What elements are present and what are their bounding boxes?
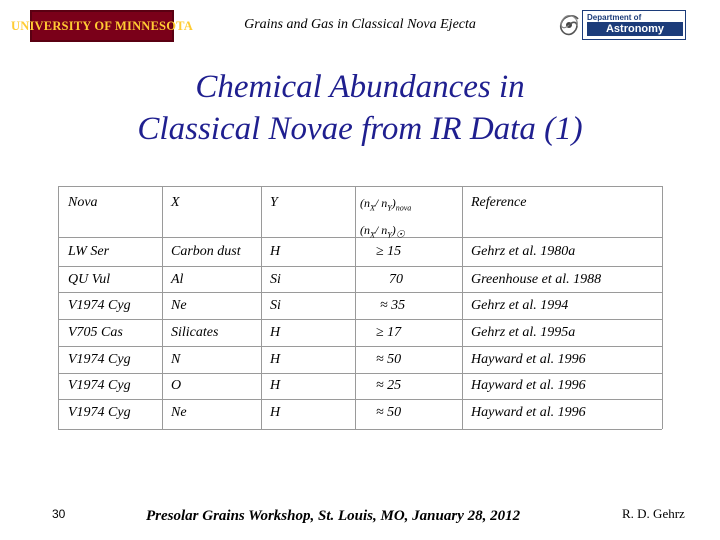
table-row-divider	[58, 292, 662, 293]
table-col-divider	[162, 186, 163, 429]
cell-reference: Gehrz et al. 1995a	[471, 325, 576, 340]
cell-y: Si	[270, 298, 281, 313]
header-ratio	[360, 192, 411, 247]
cell-nova: V1974 Cyg	[68, 352, 131, 367]
cell-y: H	[270, 405, 281, 420]
header-ratio-denominator: ($n_X/$ $n_Y)_☉$	[360, 223, 405, 241]
table-row-divider	[58, 399, 662, 400]
cell-ratio: ≈ 50	[376, 352, 402, 367]
cell-y: H	[270, 352, 281, 367]
cell-ratio: ≈ 50	[376, 405, 402, 420]
cell-reference: Hayward et al. 1996	[471, 352, 586, 367]
header-nova: Nova	[68, 195, 98, 210]
footer-event: Presolar Grains Workshop, St. Louis, MO, January 28, 2012	[146, 508, 521, 524]
table-border-left	[58, 186, 59, 429]
header-reference: Reference	[471, 195, 527, 210]
table-row-divider	[58, 346, 662, 347]
cell-x: Silicates	[171, 325, 219, 340]
slide-title	[0, 66, 720, 150]
cell-y: H	[270, 244, 281, 259]
cell-x: Al	[171, 272, 184, 287]
table-row-divider	[58, 319, 662, 320]
table-row-divider	[58, 266, 662, 267]
cell-ratio: 70	[389, 272, 403, 287]
header-ratio-numerator: ($n_X/$ $n_Y)_{nova}$	[360, 196, 412, 213]
umn-logo-text: UNIVERSITY OF MINNESOTA	[11, 18, 193, 33]
table-border-top	[58, 186, 662, 187]
header-y: Y	[270, 195, 278, 210]
table-col-divider	[462, 186, 463, 429]
cell-reference: Greenhouse et al. 1988	[471, 272, 602, 287]
cell-reference: Hayward et al. 1996	[471, 405, 586, 420]
cell-y: H	[270, 325, 281, 340]
cell-x: Ne	[171, 298, 187, 313]
cell-ratio: ≥ 17	[376, 325, 402, 340]
cell-reference: Gehrz et al. 1980a	[471, 244, 576, 259]
astronomy-logo-box	[582, 10, 686, 40]
header-title: Grains and Gas in Classical Nova Ejecta	[244, 17, 476, 32]
astronomy-name-label: Astronomy	[587, 22, 683, 36]
slide-number: 30	[52, 507, 66, 521]
cell-nova: V1974 Cyg	[68, 405, 131, 420]
header-x: X	[171, 195, 180, 210]
table-border-bottom	[58, 429, 662, 430]
astronomy-logo	[556, 8, 688, 42]
cell-nova: V705 Cas	[68, 325, 123, 340]
cell-x: O	[171, 378, 182, 393]
table-col-divider	[261, 186, 262, 429]
table-row-divider	[58, 373, 662, 374]
cell-ratio: ≥ 15	[376, 244, 402, 259]
cell-nova: LW Ser	[68, 244, 110, 259]
table-col-divider	[355, 186, 356, 429]
galaxy-icon	[556, 8, 582, 42]
cell-ratio: ≈ 35	[380, 298, 406, 313]
footer-author: R. D. Gehrz	[622, 506, 685, 521]
cell-x: Ne	[171, 405, 187, 420]
cell-nova: V1974 Cyg	[68, 298, 131, 313]
astronomy-dept-label: Department of	[587, 13, 642, 22]
cell-y: Si	[270, 272, 281, 287]
cell-ratio: ≈ 25	[376, 378, 402, 393]
cell-x: Carbon dust	[171, 244, 241, 259]
cell-nova: QU Vul	[68, 272, 111, 287]
cell-nova: V1974 Cyg	[68, 378, 131, 393]
cell-x: N	[171, 352, 181, 367]
slide-title-line-2: Classical Novae from IR Data (1)	[137, 111, 583, 147]
slide-title-line-1: Chemical Abundances in	[195, 69, 525, 105]
cell-reference: Hayward et al. 1996	[471, 378, 586, 393]
cell-y: H	[270, 378, 281, 393]
cell-reference: Gehrz et al. 1994	[471, 298, 569, 313]
table-border-right	[662, 186, 663, 429]
